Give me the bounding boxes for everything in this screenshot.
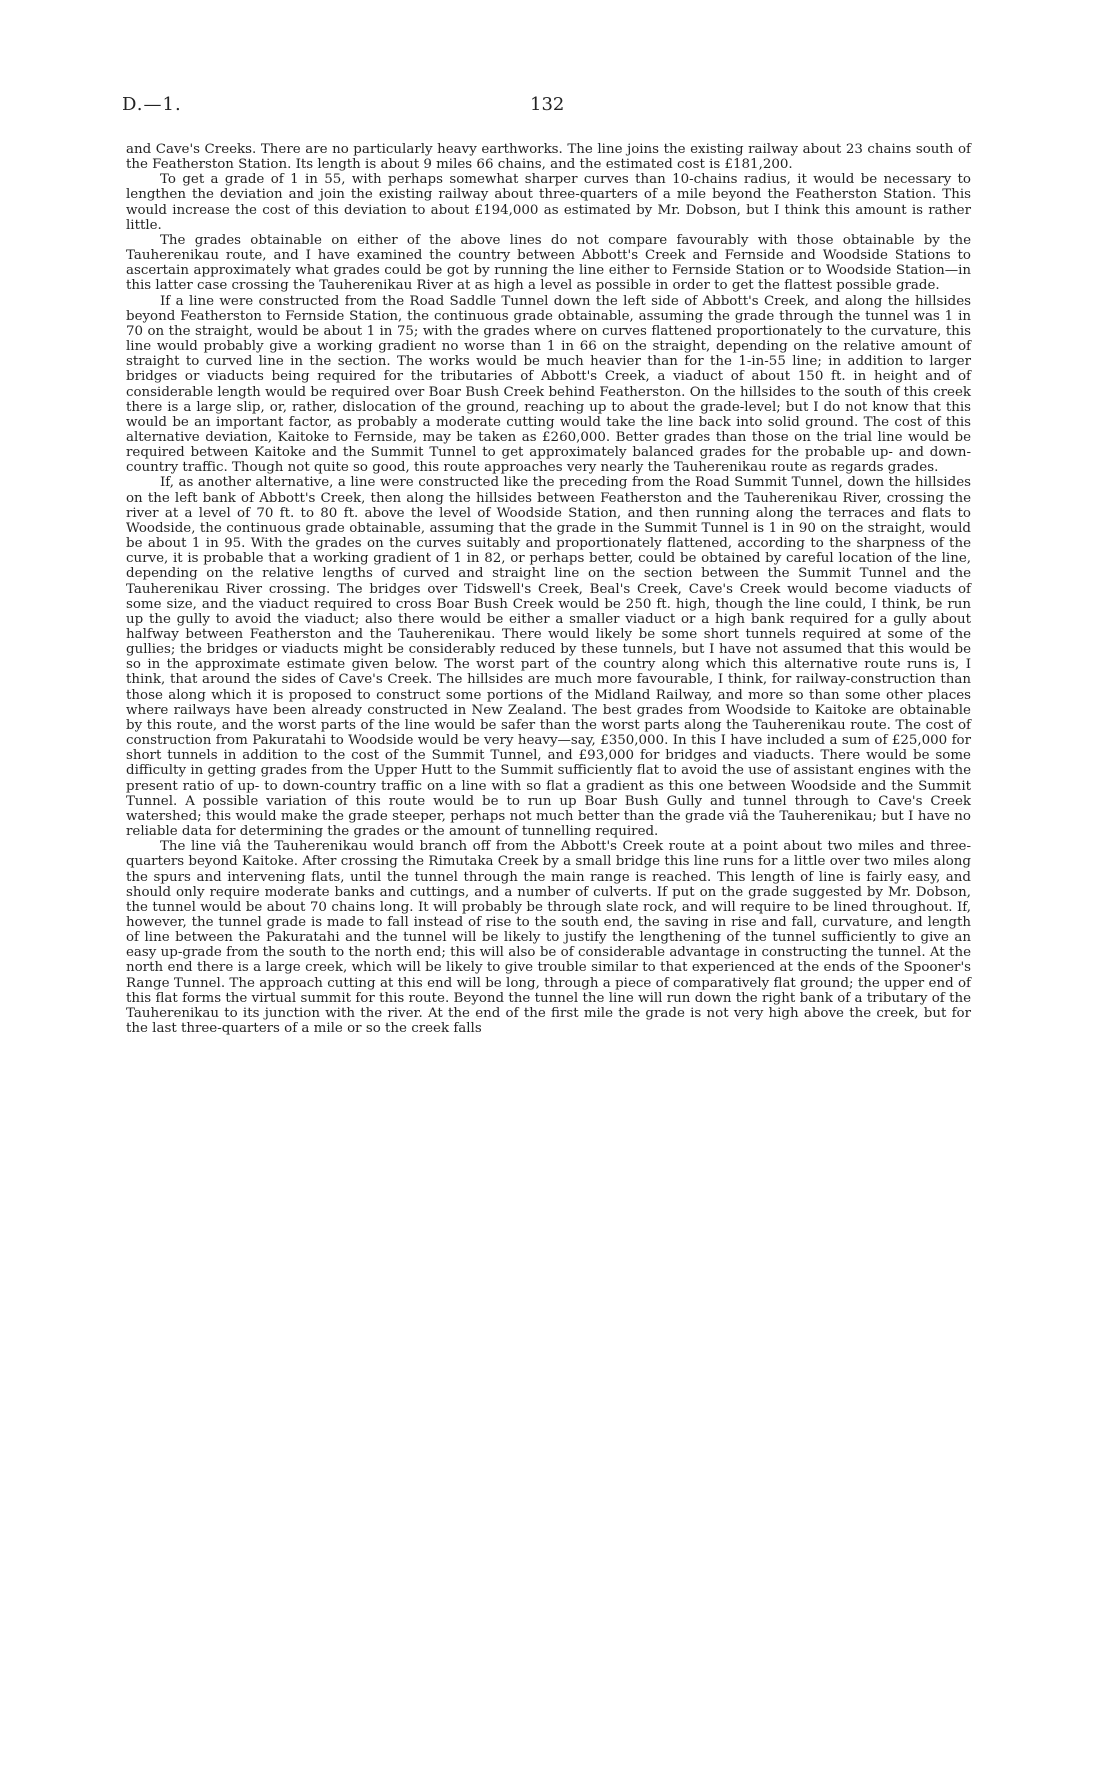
body-text xyxy=(126,142,971,1036)
document-reference: D.—1. xyxy=(122,94,182,115)
paragraph-tauherenikau-route: The line viâ the Tauherenikau would branch off from the Abbott's Creek route at a point about two miles and three-quarters beyond Kaitoke. After crossing the Rimutaka Creek by a small bridge this line runs for a little over two miles along the spurs and intervening flats, until the tunnel through the main range is reached. This length of line is fairly easy, and should only require moderate banks and cuttings, and a number of culverts. If put on the grade suggested by Mr. Dobson, the tunnel would be about 70 chains long. It will probably be through slate rock, and will require to be lined throughout. If, however, the tunnel grade is made to fall instead of rise to the south end, the saving in rise and fall, curvature, and length of line between the Pakuratahi and the tunnel will be likely to justify the lengthening of the tunnel sufficiently to give an easy up-grade from the south to the north end; this will also be of considerable advantage in constructing the tunnel. At the north end there is a large creek, which will be likely to give trouble similar to that experienced at the ends of the Spooner's Range Tunnel. The approach cutting at this end will be long, through a piece of comparatively flat ground; the upper end of this flat forms the virtual summit for this route. Beyond the tunnel the line will run down the right bank of a tributary of the Tauherenikau to its junction with the river. At the end of the first mile the grade is not very high above the creek, but for the last three-quarters of a mile or so the creek falls xyxy=(126,839,971,1037)
page-number: 132 xyxy=(530,94,565,115)
paragraph-grades-comparison: The grades obtainable on either of the above lines do not compare favourably with those obtainable by the Tauherenikau route, and I have examined the country between Abbott's Creek and Fernside and Woodside Stations to ascertain approximately what grades could be got by running the line either to Fernside Station or to Woodside Station—in this latter case crossing the Tauherenikau River at as high a level as possible in order to get the flattest possible grade. xyxy=(126,232,971,294)
paragraph-fernside-route: If a line were constructed from the Road Saddle Tunnel down the left side of Abbott's Creek, and along the hillsides beyond Featherston to Fernside Station, the continuous grade obtainable, assuming the grade through the tunnel was 1 in 70 on the straight, would be about 1 in 75; with the grades where on curves flattened proportionately to the curvature, this line would probably give a working gradient no worse than 1 in 66 on the straight, depending on the relative amount of straight to curved line in the section. The works would be much heavier than for the 1-in-55 line; in addition to larger bridges or viaducts being required for the tributaries of Abbott's Creek, a viaduct of about 150 ft. in height and of considerable length would be required over Boar Bush Creek behind Featherston. On the hillsides to the south of this creek there is a large slip, or, rather, dislocation of the ground, reaching up to about the grade-level; but I do not know that this would be an important factor, as probably a moderate cutting would take the line back into solid ground. The cost of this alternative deviation, Kaitoke to Fernside, may be taken as £260,000. Better grades than those on the trial line would be required between Kaitoke and the Summit Tunnel to get approximately balanced grades for the probable up- and down-country traffic. Though not quite so good, this route approaches very nearly the Tauherenikau route as regards grades. xyxy=(126,293,971,476)
paragraph-woodside-route: If, as another alternative, a line were constructed like the preceding from the Road Summit Tunnel, down the hillsides on the left bank of Abbott's Creek, then along the hillsides between Featherston and the Tauherenikau River, crossing the river at a level of 70 ft. to 80 ft. above the level of Woodside Station, and then running along the terraces and flats to Woodside, the continuous grade obtainable, assuming that the grade in the Summit Tunnel is 1 in 90 on the straight, would be about 1 in 95. With the grades on the curves suitably and proportionately flattened, according to the sharpness of the curve, it is probable that a working gradient of 1 in 82, or perhaps better, could be obtained by careful location of the line, depending on the relative lengths of curved and straight line on the section between the Summit Tunnel and the Tauherenikau River crossing. The bridges over Tidswell's Creek, Beal's Creek, Cave's Creek would become viaducts of some size, and the viaduct required to cross Boar Bush Creek would be 250 ft. high, though the line could, I think, be run up the gully to avoid the viaduct; also there would be either a smaller viaduct or a high bank required for a gully about halfway between Featherston and the Tauherenikau. There would likely be some short tunnels required at some of the gullies; the bridges or viaducts might be considerably reduced by these tunnels, but I have not assumed that this would be so in the approximate estimate given below. The worst part of the country along which this alternative route runs is, I think, that around the sides of Cave's Creek. The hillsides are much more favourable, I think, for railway-construction than those along which it is proposed to construct some portions of the Midland Railway, and more so than some other places where railways have been already constructed in New Zealand. The best grades from Woodside to Kaitoke are obtainable by this route, and the worst parts of the line would be safer than the worst parts along the Tauherenikau route. The cost of construction from Pakuratahi to Woodside would be very heavy—say, £350,000. In this I have included a sum of £25,000 for short tunnels in addition to the cost of the Summit Tunnel, and £93,000 for bridges and viaducts. There would be some difficulty in getting grades from the Upper Hutt to the Summit sufficiently flat to avoid the use of assistant engines with the present ratio of up- to down-country traffic on a line with so flat a gradient as this one between Woodside and the Summit Tunnel. A possible variation of this route would be to run up Boar Bush Gully and tunnel through to Cave's Creek watershed; this would make the grade steeper, perhaps not much better than the grade viâ the Tauherenikau; but I have no reliable data for determining the grades or the amount of tunnelling required. xyxy=(126,475,971,840)
paragraph-continued: and Cave's Creeks. There are no particularly heavy earthworks. The line joins the existing railway about 23 chains south of the Featherston Station. Its length is about 9 miles 66 chains, and the estimated cost is £181,200. xyxy=(126,142,971,173)
paragraph-grade-1-in-55: To get a grade of 1 in 55, with perhaps somewhat sharper curves than 10-chains radius, it would be necessary to lengthen the deviation and join the existing railway about three-quarters of a mile beyond the Featherston Station. This would increase the cost of this deviation to about £194,000 as estimated by Mr. Dobson, but I think this amount is rather little. xyxy=(126,172,971,233)
page-header xyxy=(0,94,1114,124)
